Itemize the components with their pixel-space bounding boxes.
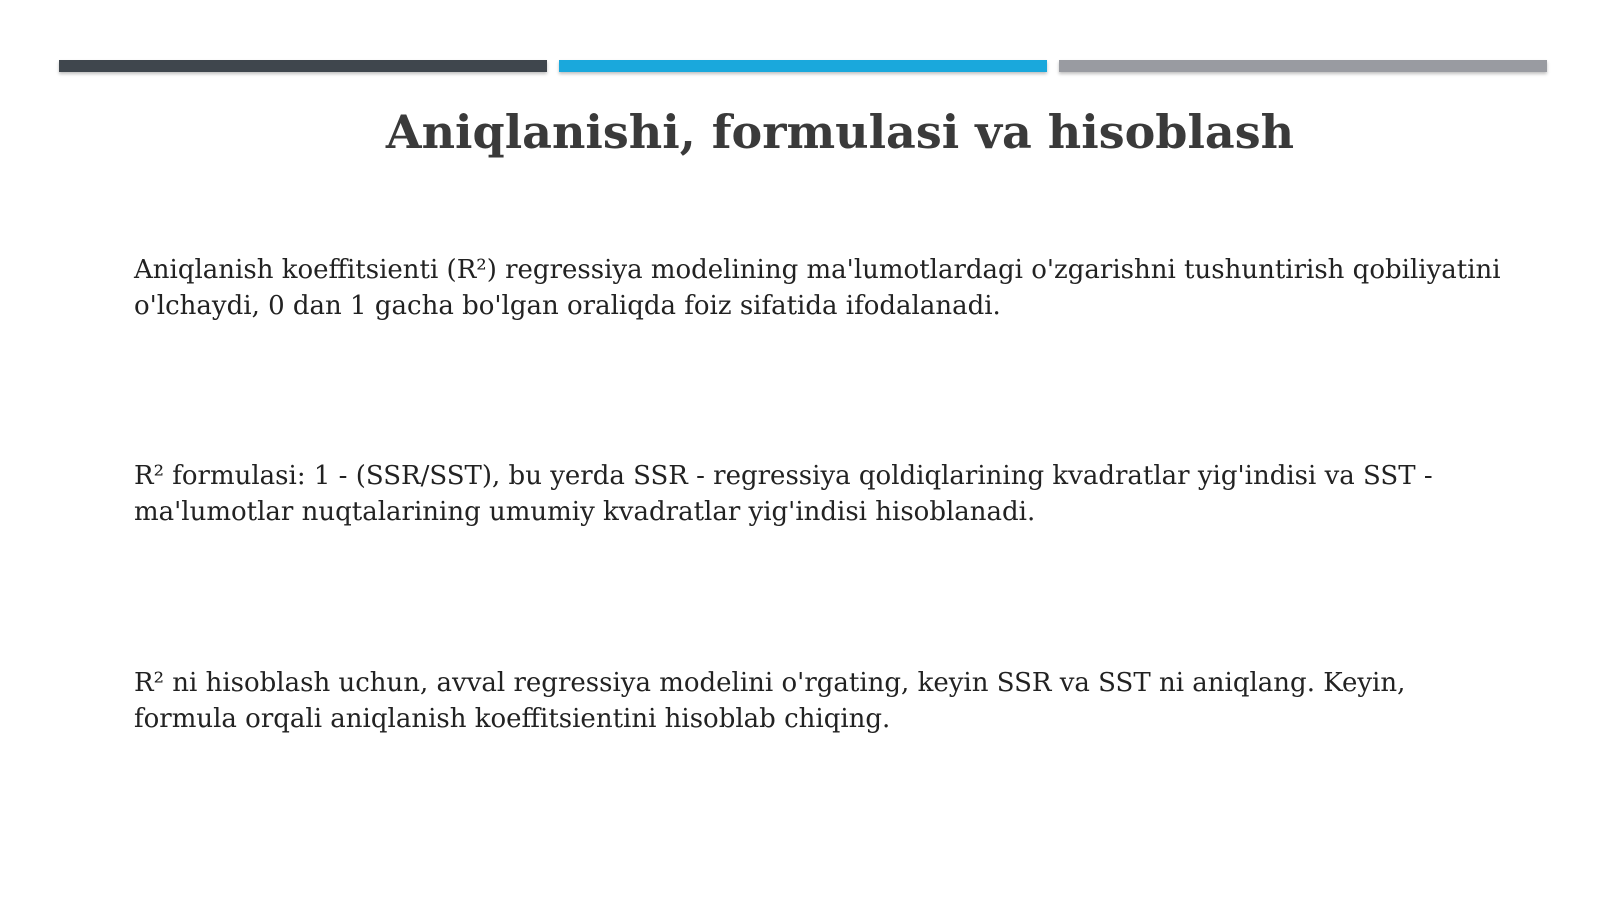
paragraph-definition: Aniqlanish koeffitsienti (R²) regressiya modelining ma'lumotlardagi o'zgarishni tushuntirish qobiliyatini o'lchaydi, 0 dan 1 gacha bo'lgan oraliqda foiz sifatida ifodalanadi.: [134, 255, 1501, 321]
paragraph-calculation: R² ni hisoblash uchun, avval regressiya modelini o'rgating, keyin SSR va SST ni aniqlang. Keyin, formula orqali aniqlanish koeffitsientini hisoblab chiqing.: [134, 668, 1406, 734]
paragraph-formula: R² formulasi: 1 - (SSR/SST), bu yerda SSR - regressiya qoldiqlarining kvadratlar yig'indisi va SST - ma'lumotlar nuqtalarining umumiy kvadratlar yig'indisi hisoblanadi.: [134, 461, 1433, 527]
header-bar-gray: [1059, 60, 1547, 72]
header-bar-blue: [559, 60, 1047, 72]
slide-title: Aniqlanishi, formulasi va hisoblash: [385, 105, 1295, 159]
header-bar-dark: [59, 60, 547, 72]
